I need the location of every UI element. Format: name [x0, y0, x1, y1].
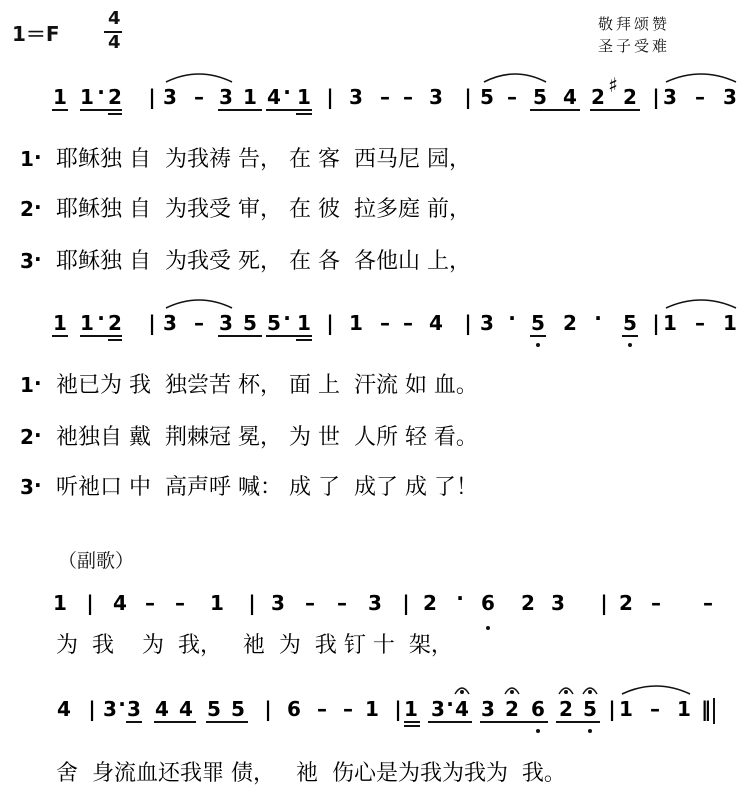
row1-note: 1: [80, 85, 94, 109]
row1-dot: ·: [283, 80, 291, 104]
row3-dash: –: [651, 591, 661, 615]
verse-lyric-line: 祂独自 戴 荆棘冠 冕， 为 世 人所 轻 看。: [56, 425, 478, 450]
row1-note: 3: [163, 85, 177, 109]
row4-barline: |: [608, 697, 616, 721]
row4-dash: –: [317, 697, 327, 721]
row3-dash: –: [703, 591, 713, 615]
row4-note: 5: [583, 697, 597, 721]
row2-note: 1: [723, 311, 737, 335]
row1-tie: [166, 74, 232, 82]
verse-number-dot: ·: [34, 423, 42, 447]
verse-lyric-line: 耶稣独 自 为我祷 告， 在 客 西马尼 园，: [56, 147, 471, 172]
row1-note: 1: [297, 85, 311, 109]
row2-note: 5: [623, 311, 637, 335]
row2-dash: –: [194, 311, 204, 335]
row4-upper-dot: [460, 690, 464, 694]
chorus-lyric-line: 舍 身流血还我罪 债， 祂 伤心是为我为我为 我。: [56, 761, 566, 786]
row2-note: 1: [663, 311, 677, 335]
row2-note: 1: [53, 311, 67, 335]
chorus-label: （副歌）: [58, 550, 135, 572]
row1-note: 3: [723, 85, 737, 109]
row2-note: 1: [297, 311, 311, 335]
row1-note: 3: [663, 85, 677, 109]
row2-note: 2: [108, 311, 122, 335]
row3-note: 2: [521, 591, 535, 615]
row2-barline: |: [464, 311, 472, 335]
time-signature-bottom: 4: [108, 32, 121, 53]
row3-lower-dot: [486, 626, 490, 630]
row4-note: 1: [677, 697, 691, 721]
row3-note: 1: [210, 591, 224, 615]
row1-note: 5: [533, 85, 547, 109]
row1-dash: –: [380, 85, 390, 109]
row3-note: 3: [551, 591, 565, 615]
row1-dash: –: [695, 85, 705, 109]
row4-final-barline: ‖: [701, 697, 711, 721]
row2-dot: ·: [594, 306, 602, 330]
row1-barline: |: [464, 85, 472, 109]
row3-dot: ·: [456, 586, 464, 610]
row4-barline: |: [264, 697, 272, 721]
row4-note: 2: [505, 697, 519, 721]
row4-note: 3: [431, 697, 445, 721]
row2-note: 1: [80, 311, 94, 335]
row2-note: 5: [267, 311, 281, 335]
verse-number-dot: ·: [34, 247, 42, 271]
verse-lyric-line: 听祂口 中 高声呼 喊： 成 了 成了 成 了！: [56, 475, 478, 500]
row4-note: 1: [365, 697, 379, 721]
row4-note: 6: [531, 697, 545, 721]
row2-note: 4: [429, 311, 443, 335]
verse-number: 3: [20, 475, 34, 499]
row3-note: 3: [271, 591, 285, 615]
row4-note: 4: [155, 697, 169, 721]
row1-note: 2: [623, 85, 637, 109]
row1-note: 3: [429, 85, 443, 109]
row3-barline: |: [600, 591, 608, 615]
row1-sharp-sign: ♯: [608, 73, 618, 97]
verse-number: 3: [20, 249, 34, 273]
row4-lower-dot: [536, 729, 540, 733]
row1-note: 2: [591, 85, 605, 109]
row1-note: 1: [53, 85, 67, 109]
verse-number: 2: [20, 425, 34, 449]
row4-note: 3: [127, 697, 141, 721]
row4-upper-dot: [510, 690, 514, 694]
row1-note: 1: [243, 85, 257, 109]
row4-note: 1: [404, 697, 418, 721]
row4-lower-dot: [588, 729, 592, 733]
row4-dot: ·: [118, 692, 126, 716]
verse-number: 1: [20, 373, 34, 397]
row3-dash: –: [305, 591, 315, 615]
verse-lyric-line: 耶稣独 自 为我受 死， 在 各 各他山 上，: [56, 249, 471, 274]
verse-lyric-line: 祂已为 我 独尝苦 杯， 面 上 汗流 如 血。: [56, 373, 478, 398]
verse-number-dot: ·: [34, 473, 42, 497]
row3-note: 4: [113, 591, 127, 615]
row1-note: 3: [219, 85, 233, 109]
row3-note: 2: [423, 591, 437, 615]
verse-lyric-line: 耶稣独 自 为我受 审， 在 彼 拉多庭 前，: [56, 197, 471, 222]
row3-note: 2: [619, 591, 633, 615]
verse-number: 2: [20, 197, 34, 221]
row4-note: 5: [231, 697, 245, 721]
row4-note: 3: [103, 697, 117, 721]
tag-passion: 圣子受难: [598, 37, 671, 55]
row1-note: 3: [349, 85, 363, 109]
row3-barline: |: [86, 591, 94, 615]
row3-barline: |: [248, 591, 256, 615]
verse-number-dot: ·: [34, 145, 42, 169]
row4-note: 5: [207, 697, 221, 721]
row4-dot: ·: [446, 692, 454, 716]
row4-barline: |: [394, 697, 402, 721]
row2-barline: |: [652, 311, 660, 335]
row4-upper-dot: [564, 690, 568, 694]
row2-lower-dot: [536, 343, 540, 347]
row2-note: 3: [219, 311, 233, 335]
row2-note: 3: [480, 311, 494, 335]
row1-note: 4: [563, 85, 577, 109]
row4-dash: –: [650, 697, 660, 721]
row1-dash: –: [403, 85, 413, 109]
row4-barline: |: [88, 697, 96, 721]
time-signature-top: 4: [108, 8, 121, 29]
row4-note: 6: [287, 697, 301, 721]
row1-dash: –: [507, 85, 517, 109]
row4-upper-dot: [588, 690, 592, 694]
row2-note: 3: [163, 311, 177, 335]
row2-barline: |: [148, 311, 156, 335]
row2-barline: |: [326, 311, 334, 335]
row3-dash: –: [175, 591, 185, 615]
row1-dot: ·: [97, 80, 105, 104]
verse-number: 1: [20, 147, 34, 171]
row1-tie: [484, 74, 546, 82]
row2-note: 1: [349, 311, 363, 335]
verse-number-dot: ·: [34, 195, 42, 219]
row4-note: 1: [619, 697, 633, 721]
row3-dash: –: [145, 591, 155, 615]
row2-dot: ·: [508, 306, 516, 330]
row4-note: 2: [559, 697, 573, 721]
row3-note: 3: [368, 591, 382, 615]
row4-note: 4: [179, 697, 193, 721]
row1-tie: [666, 74, 736, 82]
row1-barline: |: [652, 85, 660, 109]
tag-worship: 敬拜颂赞: [598, 15, 671, 33]
row4-dash: –: [343, 697, 353, 721]
key-signature: 1＝F: [12, 22, 60, 46]
row2-lower-dot: [628, 343, 632, 347]
row1-note: 4: [267, 85, 281, 109]
row1-dash: –: [194, 85, 204, 109]
row4-note: 4: [455, 697, 469, 721]
verse-number-dot: ·: [34, 371, 42, 395]
row3-dash: –: [337, 591, 347, 615]
row2-note: 5: [243, 311, 257, 335]
row1-barline: |: [326, 85, 334, 109]
row2-note: 5: [531, 311, 545, 335]
row1-barline: |: [148, 85, 156, 109]
row1-note: 5: [480, 85, 494, 109]
row4-note: 4: [57, 697, 71, 721]
row2-dash: –: [403, 311, 413, 335]
row4-tie: [622, 686, 690, 694]
row3-note: 6: [481, 591, 495, 615]
row1-note: 2: [108, 85, 122, 109]
row2-dash: –: [380, 311, 390, 335]
row2-dash: –: [695, 311, 705, 335]
row2-dot: ·: [283, 306, 291, 330]
row3-barline: |: [402, 591, 410, 615]
row2-tie: [166, 300, 232, 308]
row2-tie: [666, 300, 736, 308]
row2-dot: ·: [97, 306, 105, 330]
chorus-lyric-line: 为 我 为 我， 祂 为 我 钉 十 架，: [56, 633, 453, 658]
row2-note: 2: [563, 311, 577, 335]
row4-note: 3: [481, 697, 495, 721]
row3-note: 1: [53, 591, 67, 615]
